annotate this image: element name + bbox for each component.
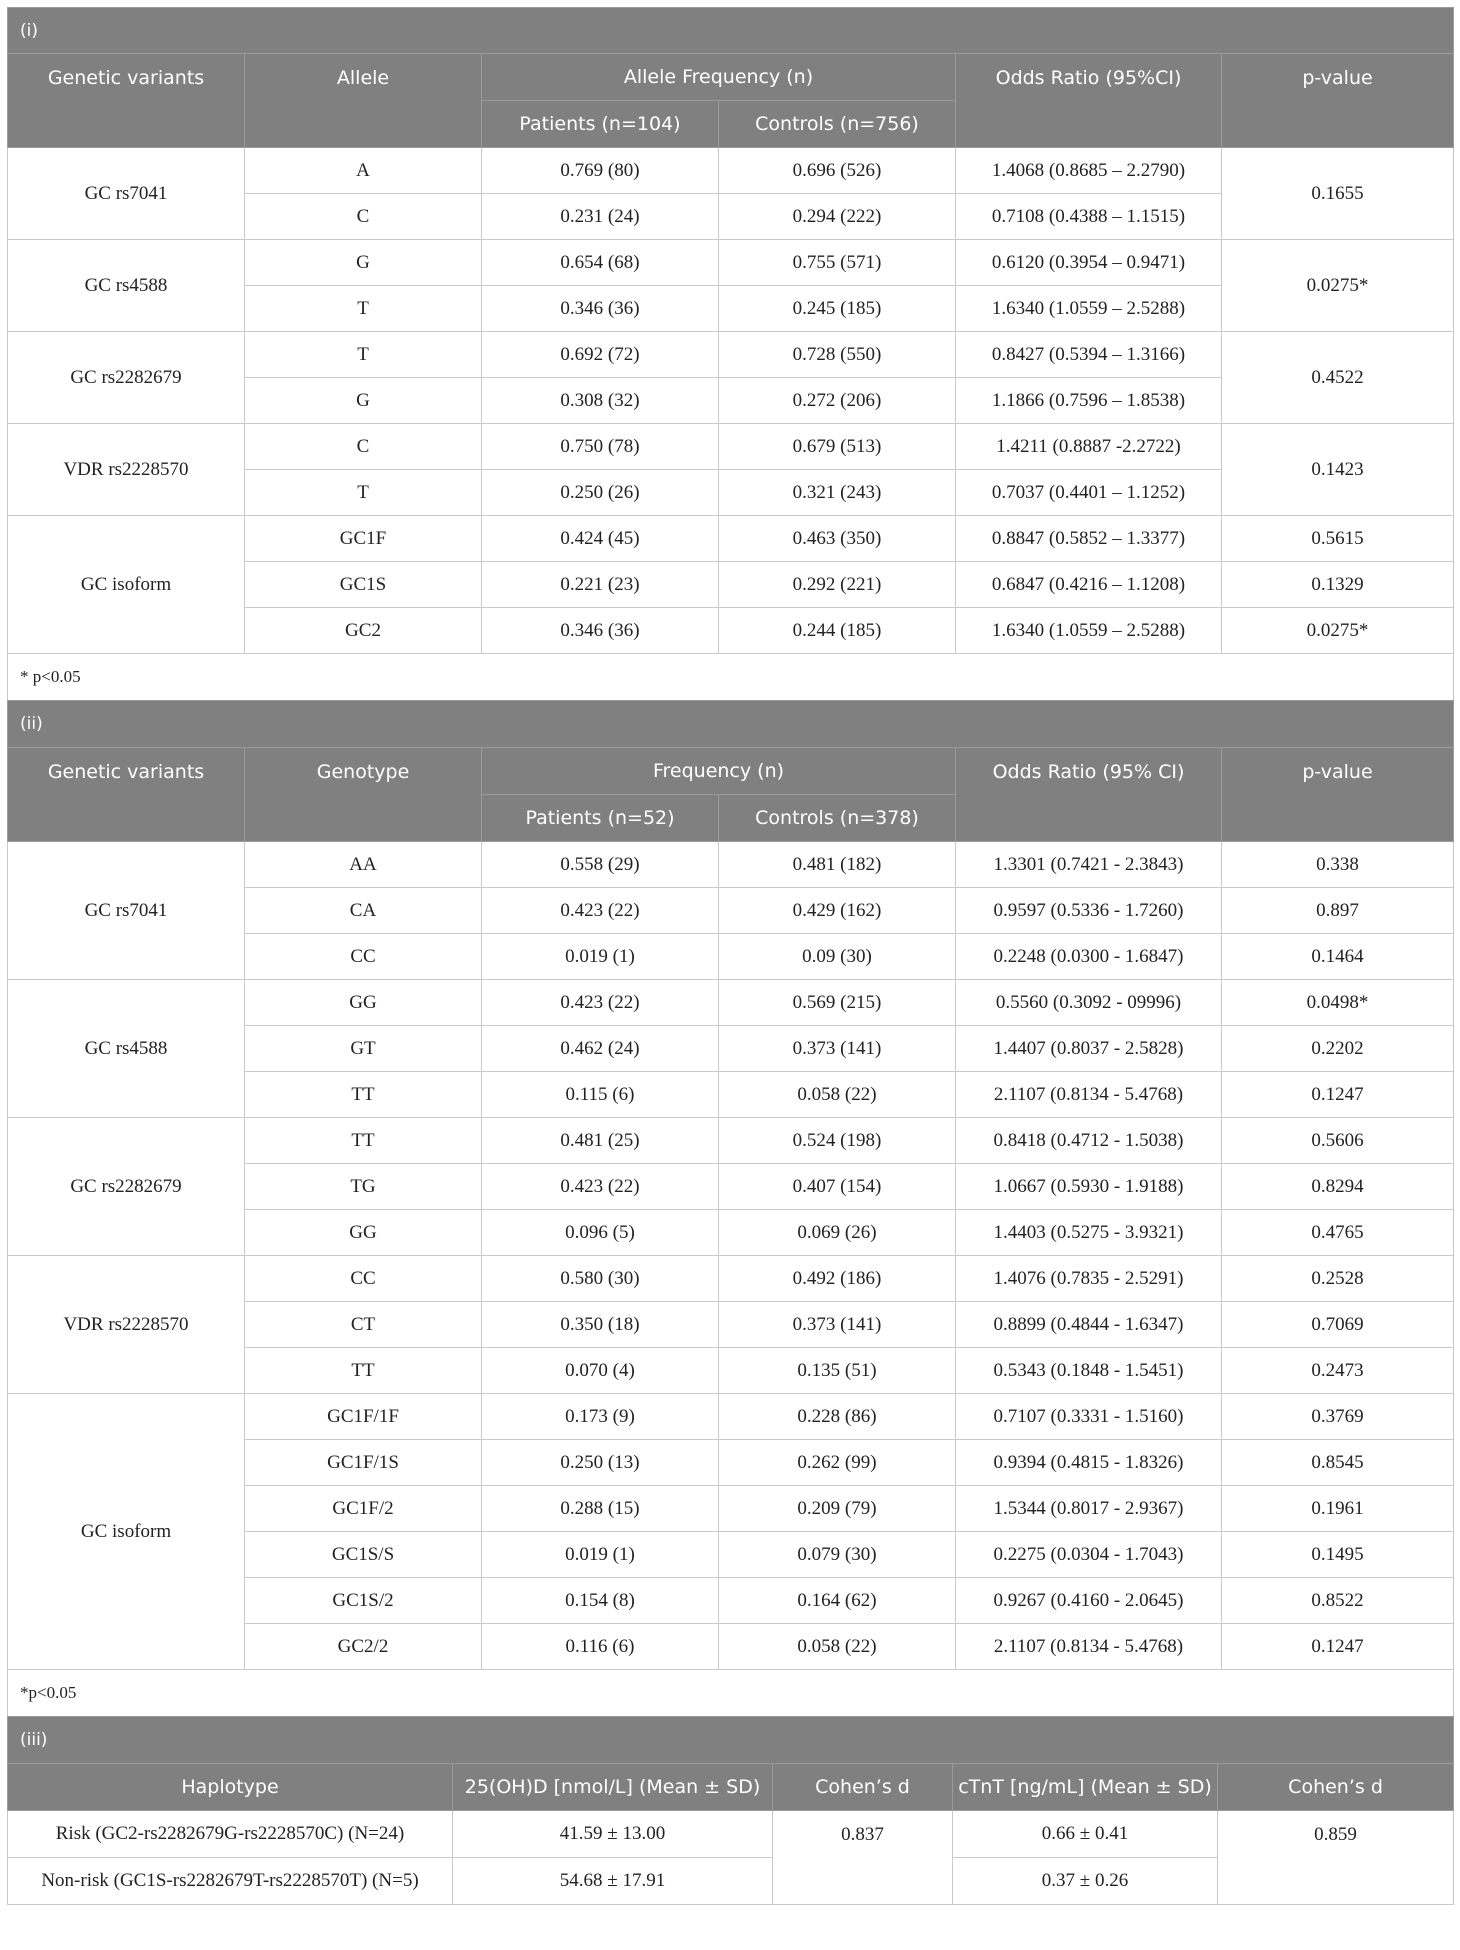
odds-ratio-cell: 0.8418 (0.4712 - 1.5038) bbox=[956, 1118, 1222, 1164]
p-value-cell: 0.8294 bbox=[1222, 1164, 1454, 1210]
allele-cell: T bbox=[245, 332, 482, 378]
controls-cell: 0.373 (141) bbox=[719, 1026, 956, 1072]
odds-ratio-cell: 1.1866 (0.7596 – 1.8538) bbox=[956, 378, 1222, 424]
variant-cell: GC rs7041 bbox=[8, 148, 245, 240]
controls-cell: 0.728 (550) bbox=[719, 332, 956, 378]
controls-cell: 0.492 (186) bbox=[719, 1256, 956, 1302]
section-label: (i) bbox=[8, 8, 1454, 54]
header-ctnt: cTnT [ng/mL] (Mean ± SD) bbox=[953, 1764, 1218, 1811]
p-value-cell: 0.0275* bbox=[1222, 240, 1454, 332]
patients-cell: 0.019 (1) bbox=[482, 934, 719, 980]
p-value-cell: 0.1655 bbox=[1222, 148, 1454, 240]
genotype-cell: GC1F/1S bbox=[245, 1440, 482, 1486]
header-controls: Controls (n=756) bbox=[719, 101, 956, 148]
cohens-d-cell: 0.837 bbox=[773, 1811, 953, 1905]
p-value-cell: 0.0275* bbox=[1222, 608, 1454, 654]
genotype-cell: GC1F/2 bbox=[245, 1486, 482, 1532]
header-p-value: p-value bbox=[1222, 54, 1454, 148]
odds-ratio-cell: 1.0667 (0.5930 - 1.9188) bbox=[956, 1164, 1222, 1210]
genotype-cell: TT bbox=[245, 1348, 482, 1394]
p-value-cell: 0.8545 bbox=[1222, 1440, 1454, 1486]
p-value-cell: 0.1495 bbox=[1222, 1532, 1454, 1578]
genotype-cell: GC1S/S bbox=[245, 1532, 482, 1578]
controls-cell: 0.292 (221) bbox=[719, 562, 956, 608]
controls-cell: 0.079 (30) bbox=[719, 1532, 956, 1578]
controls-cell: 0.524 (198) bbox=[719, 1118, 956, 1164]
p-value-cell: 0.2473 bbox=[1222, 1348, 1454, 1394]
allele-cell: T bbox=[245, 286, 482, 332]
controls-cell: 0.164 (62) bbox=[719, 1578, 956, 1624]
p-value-cell: 0.1464 bbox=[1222, 934, 1454, 980]
variant-cell: VDR rs2228570 bbox=[8, 1256, 245, 1394]
odds-ratio-cell: 1.5344 (0.8017 - 2.9367) bbox=[956, 1486, 1222, 1532]
table-row bbox=[8, 516, 1454, 562]
controls-cell: 0.294 (222) bbox=[719, 194, 956, 240]
controls-cell: 0.069 (26) bbox=[719, 1210, 956, 1256]
patients-cell: 0.580 (30) bbox=[482, 1256, 719, 1302]
genotype-cell: GC1S/2 bbox=[245, 1578, 482, 1624]
header-genotype: Genotype bbox=[245, 748, 482, 842]
controls-cell: 0.321 (243) bbox=[719, 470, 956, 516]
odds-ratio-cell: 0.9394 (0.4815 - 1.8326) bbox=[956, 1440, 1222, 1486]
header-genetic-variants: Genetic variants bbox=[8, 748, 245, 842]
p-value-cell: 0.0498* bbox=[1222, 980, 1454, 1026]
footnote: *p<0.05 bbox=[8, 1670, 1454, 1717]
cohens-d-cell: 0.859 bbox=[1218, 1811, 1454, 1905]
odds-ratio-cell: 1.4211 (0.8887 -2.2722) bbox=[956, 424, 1222, 470]
genotype-cell: TG bbox=[245, 1164, 482, 1210]
table-row bbox=[8, 1811, 1454, 1858]
odds-ratio-cell: 0.8899 (0.4844 - 1.6347) bbox=[956, 1302, 1222, 1348]
variant-cell: GC rs2282679 bbox=[8, 332, 245, 424]
odds-ratio-cell: 0.5560 (0.3092 - 09996) bbox=[956, 980, 1222, 1026]
patients-cell: 0.221 (23) bbox=[482, 562, 719, 608]
genotype-cell: GT bbox=[245, 1026, 482, 1072]
patients-cell: 0.423 (22) bbox=[482, 1164, 719, 1210]
p-value-cell: 0.1247 bbox=[1222, 1072, 1454, 1118]
header-patients: Patients (n=104) bbox=[482, 101, 719, 148]
p-value-cell: 0.1247 bbox=[1222, 1624, 1454, 1670]
odds-ratio-cell: 1.4068 (0.8685 – 2.2790) bbox=[956, 148, 1222, 194]
odds-ratio-cell: 0.9267 (0.4160 - 2.0645) bbox=[956, 1578, 1222, 1624]
controls-cell: 0.228 (86) bbox=[719, 1394, 956, 1440]
patients-cell: 0.692 (72) bbox=[482, 332, 719, 378]
patients-cell: 0.462 (24) bbox=[482, 1026, 719, 1072]
table-row bbox=[8, 332, 1454, 378]
header-cohens-d: Cohen’s d bbox=[773, 1764, 953, 1811]
patients-cell: 0.231 (24) bbox=[482, 194, 719, 240]
odds-ratio-cell: 0.2275 (0.0304 - 1.7043) bbox=[956, 1532, 1222, 1578]
odds-ratio-cell: 1.4076 (0.7835 - 2.5291) bbox=[956, 1256, 1222, 1302]
table-row bbox=[8, 842, 1454, 888]
p-value-cell: 0.5615 bbox=[1222, 516, 1454, 562]
patients-cell: 0.116 (6) bbox=[482, 1624, 719, 1670]
header-allele: Allele bbox=[245, 54, 482, 148]
genotype-cell: GG bbox=[245, 980, 482, 1026]
controls-cell: 0.481 (182) bbox=[719, 842, 956, 888]
controls-cell: 0.407 (154) bbox=[719, 1164, 956, 1210]
controls-cell: 0.272 (206) bbox=[719, 378, 956, 424]
controls-cell: 0.209 (79) bbox=[719, 1486, 956, 1532]
haplotype-cell: Risk (GC2-rs2282679G-rs2228570C) (N=24) bbox=[8, 1811, 453, 1858]
patients-cell: 0.250 (26) bbox=[482, 470, 719, 516]
table-row bbox=[8, 980, 1454, 1026]
section-label: (iii) bbox=[8, 1717, 1454, 1764]
controls-cell: 0.463 (350) bbox=[719, 516, 956, 562]
odds-ratio-cell: 1.3301 (0.7421 - 2.3843) bbox=[956, 842, 1222, 888]
p-value-cell: 0.2202 bbox=[1222, 1026, 1454, 1072]
haplotype-cell: Non-risk (GC1S-rs2282679T-rs2228570T) (N=5) bbox=[8, 1858, 453, 1905]
variant-cell: GC rs4588 bbox=[8, 240, 245, 332]
genotype-cell: TT bbox=[245, 1072, 482, 1118]
allele-cell: GC1S bbox=[245, 562, 482, 608]
patients-cell: 0.558 (29) bbox=[482, 842, 719, 888]
allele-cell: C bbox=[245, 424, 482, 470]
odds-ratio-cell: 2.1107 (0.8134 - 5.4768) bbox=[956, 1624, 1222, 1670]
p-value-cell: 0.1329 bbox=[1222, 562, 1454, 608]
haplotype-table bbox=[7, 1716, 1454, 1905]
odds-ratio-cell: 0.6120 (0.3954 – 0.9471) bbox=[956, 240, 1222, 286]
header-odds-ratio: Odds Ratio (95%CI) bbox=[956, 54, 1222, 148]
genotype-cell: CT bbox=[245, 1302, 482, 1348]
allele-cell: G bbox=[245, 240, 482, 286]
patients-cell: 0.115 (6) bbox=[482, 1072, 719, 1118]
p-value-cell: 0.338 bbox=[1222, 842, 1454, 888]
allele-cell: C bbox=[245, 194, 482, 240]
patients-cell: 0.350 (18) bbox=[482, 1302, 719, 1348]
p-value-cell: 0.1961 bbox=[1222, 1486, 1454, 1532]
patients-cell: 0.019 (1) bbox=[482, 1532, 719, 1578]
controls-cell: 0.245 (185) bbox=[719, 286, 956, 332]
genotype-cell: GC2/2 bbox=[245, 1624, 482, 1670]
allele-cell: GC2 bbox=[245, 608, 482, 654]
header-odds-ratio: Odds Ratio (95% CI) bbox=[956, 748, 1222, 842]
odds-ratio-cell: 0.7108 (0.4388 – 1.1515) bbox=[956, 194, 1222, 240]
variant-cell: GC rs2282679 bbox=[8, 1118, 245, 1256]
patients-cell: 0.288 (15) bbox=[482, 1486, 719, 1532]
controls-cell: 0.262 (99) bbox=[719, 1440, 956, 1486]
odds-ratio-cell: 0.6847 (0.4216 – 1.1208) bbox=[956, 562, 1222, 608]
allele-cell: A bbox=[245, 148, 482, 194]
controls-cell: 0.755 (571) bbox=[719, 240, 956, 286]
odds-ratio-cell: 0.8427 (0.5394 – 1.3166) bbox=[956, 332, 1222, 378]
genotype-cell: TT bbox=[245, 1118, 482, 1164]
patients-cell: 0.070 (4) bbox=[482, 1348, 719, 1394]
table-row bbox=[8, 424, 1454, 470]
odds-ratio-cell: 0.5343 (0.1848 - 1.5451) bbox=[956, 1348, 1222, 1394]
controls-cell: 0.569 (215) bbox=[719, 980, 956, 1026]
allele-cell: G bbox=[245, 378, 482, 424]
header-patients: Patients (n=52) bbox=[482, 795, 719, 842]
allele-cell: T bbox=[245, 470, 482, 516]
ctnt-cell: 0.37 ± 0.26 bbox=[953, 1858, 1218, 1905]
controls-cell: 0.429 (162) bbox=[719, 888, 956, 934]
patients-cell: 0.481 (25) bbox=[482, 1118, 719, 1164]
variant-cell: GC isoform bbox=[8, 1394, 245, 1670]
patients-cell: 0.750 (78) bbox=[482, 424, 719, 470]
p-value-cell: 0.2528 bbox=[1222, 1256, 1454, 1302]
p-value-cell: 0.4522 bbox=[1222, 332, 1454, 424]
patients-cell: 0.096 (5) bbox=[482, 1210, 719, 1256]
controls-cell: 0.244 (185) bbox=[719, 608, 956, 654]
controls-cell: 0.373 (141) bbox=[719, 1302, 956, 1348]
footnote: * p<0.05 bbox=[8, 654, 1454, 701]
p-value-cell: 0.897 bbox=[1222, 888, 1454, 934]
patients-cell: 0.308 (32) bbox=[482, 378, 719, 424]
genotype-cell: GC1F/1F bbox=[245, 1394, 482, 1440]
odds-ratio-cell: 1.4403 (0.5275 - 3.9321) bbox=[956, 1210, 1222, 1256]
p-value-cell: 0.4765 bbox=[1222, 1210, 1454, 1256]
controls-cell: 0.135 (51) bbox=[719, 1348, 956, 1394]
patients-cell: 0.769 (80) bbox=[482, 148, 719, 194]
odds-ratio-cell: 0.7037 (0.4401 – 1.1252) bbox=[956, 470, 1222, 516]
controls-cell: 0.679 (513) bbox=[719, 424, 956, 470]
genotype-cell: GG bbox=[245, 1210, 482, 1256]
odds-ratio-cell: 0.7107 (0.3331 - 1.5160) bbox=[956, 1394, 1222, 1440]
genotype-cell: CC bbox=[245, 1256, 482, 1302]
p-value-cell: 0.1423 bbox=[1222, 424, 1454, 516]
variant-cell: GC isoform bbox=[8, 516, 245, 654]
header-genetic-variants: Genetic variants bbox=[8, 54, 245, 148]
odds-ratio-cell: 0.2248 (0.0300 - 1.6847) bbox=[956, 934, 1222, 980]
controls-cell: 0.696 (526) bbox=[719, 148, 956, 194]
controls-cell: 0.09 (30) bbox=[719, 934, 956, 980]
genotype-cell: AA bbox=[245, 842, 482, 888]
table-row bbox=[8, 1394, 1454, 1440]
odds-ratio-cell: 1.4407 (0.8037 - 2.5828) bbox=[956, 1026, 1222, 1072]
table-row bbox=[8, 1118, 1454, 1164]
allele-frequency-table bbox=[7, 7, 1454, 701]
allele-cell: GC1F bbox=[245, 516, 482, 562]
section-label: (ii) bbox=[8, 701, 1454, 748]
variant-cell: VDR rs2228570 bbox=[8, 424, 245, 516]
patients-cell: 0.654 (68) bbox=[482, 240, 719, 286]
patients-cell: 0.423 (22) bbox=[482, 888, 719, 934]
odds-ratio-cell: 0.9597 (0.5336 - 1.7260) bbox=[956, 888, 1222, 934]
p-value-cell: 0.3769 bbox=[1222, 1394, 1454, 1440]
patients-cell: 0.346 (36) bbox=[482, 608, 719, 654]
odds-ratio-cell: 0.8847 (0.5852 – 1.3377) bbox=[956, 516, 1222, 562]
header-frequency: Frequency (n) bbox=[482, 748, 956, 795]
p-value-cell: 0.7069 bbox=[1222, 1302, 1454, 1348]
vitd-cell: 41.59 ± 13.00 bbox=[453, 1811, 773, 1858]
genotype-cell: CA bbox=[245, 888, 482, 934]
genotype-cell: CC bbox=[245, 934, 482, 980]
table-row bbox=[8, 1256, 1454, 1302]
odds-ratio-cell: 1.6340 (1.0559 – 2.5288) bbox=[956, 608, 1222, 654]
genotype-frequency-table bbox=[7, 700, 1454, 1717]
header-25ohd: 25(OH)D [nmol/L] (Mean ± SD) bbox=[453, 1764, 773, 1811]
header-allele-frequency: Allele Frequency (n) bbox=[482, 54, 956, 101]
header-p-value: p-value bbox=[1222, 748, 1454, 842]
p-value-cell: 0.8522 bbox=[1222, 1578, 1454, 1624]
odds-ratio-cell: 1.6340 (1.0559 – 2.5288) bbox=[956, 286, 1222, 332]
patients-cell: 0.250 (13) bbox=[482, 1440, 719, 1486]
controls-cell: 0.058 (22) bbox=[719, 1072, 956, 1118]
odds-ratio-cell: 2.1107 (0.8134 - 5.4768) bbox=[956, 1072, 1222, 1118]
variant-cell: GC rs7041 bbox=[8, 842, 245, 980]
header-haplotype: Haplotype bbox=[8, 1764, 453, 1811]
patients-cell: 0.346 (36) bbox=[482, 286, 719, 332]
patients-cell: 0.423 (22) bbox=[482, 980, 719, 1026]
patients-cell: 0.173 (9) bbox=[482, 1394, 719, 1440]
patients-cell: 0.154 (8) bbox=[482, 1578, 719, 1624]
variant-cell: GC rs4588 bbox=[8, 980, 245, 1118]
table-row bbox=[8, 240, 1454, 286]
header-controls: Controls (n=378) bbox=[719, 795, 956, 842]
ctnt-cell: 0.66 ± 0.41 bbox=[953, 1811, 1218, 1858]
table-row bbox=[8, 148, 1454, 194]
p-value-cell: 0.5606 bbox=[1222, 1118, 1454, 1164]
results-tables bbox=[7, 7, 1453, 1905]
controls-cell: 0.058 (22) bbox=[719, 1624, 956, 1670]
patients-cell: 0.424 (45) bbox=[482, 516, 719, 562]
vitd-cell: 54.68 ± 17.91 bbox=[453, 1858, 773, 1905]
header-cohens-d: Cohen’s d bbox=[1218, 1764, 1454, 1811]
